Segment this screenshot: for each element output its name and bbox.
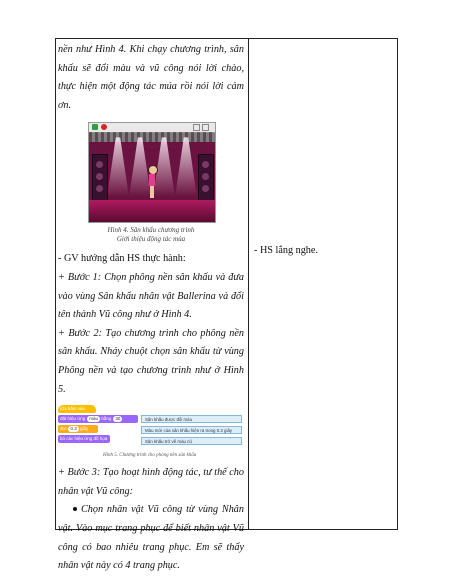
figure-4-caption: Hình 4. Sân khấu chương trình Giới thiệu động tác múa [107, 226, 195, 244]
spotlight-beam [175, 137, 197, 197]
student-activity-column [254, 242, 394, 261]
bullet-icon [73, 507, 77, 511]
ballerina-sprite [147, 165, 157, 199]
stage-truss [89, 132, 215, 142]
set-effect-block: đặt hiệu ứng màu bằng 30 [58, 415, 138, 423]
fullscreen-icon [202, 124, 209, 131]
clear-effects-block: bỏ các hiệu ứng đồ họa [58, 435, 110, 443]
intro-paragraph: nền như Hình 4. Khi chạy chương trình, sân khấu sẽ đổi màu và vũ công nói lời chào, thực hiện một động tác múa rồi nói lời cảm ơn. [58, 44, 244, 111]
figure-4 [88, 122, 214, 244]
figure-5-caption: Hình 5. Chương trình cho phông nền sân khấu [103, 453, 197, 459]
step-2-text: + Bước 2: Tạo chương trình cho phông nền sân khấu. Nháy chuột chọn sân khấu từ vùng Phông nền và tạo chương trình như ở Hình 5. [58, 327, 244, 395]
green-flag-icon [92, 124, 98, 130]
stage-floor [89, 200, 215, 222]
small-stage-icon [193, 124, 200, 131]
bullet-item: Chọn nhân vật Vũ công từ vùng Nhân vật. Vào mục trang phục để biết nhân vật Vũ công có bao nhiêu trang phục. Em sẽ thấy nhân vật này có 4 trang phục. [58, 504, 244, 572]
event-hat-block: Khi bấm vào [58, 405, 96, 413]
scratch-stage-image [88, 122, 216, 223]
stop-icon [101, 124, 107, 130]
step-1-text: + Bước 1: Chọn phông nền sân khấu và đưa vào vùng Sân khấu nhân vật Ballerina và đổi tên thành Vũ công như ở Hình 4. [58, 271, 244, 321]
column-divider [248, 38, 249, 530]
speaker-right [198, 154, 214, 202]
gv-guide-text: - GV hướng dẫn HS thực hành: [58, 253, 186, 265]
figure-5-scratch-script [58, 405, 244, 462]
hs-response-text: - HS lắng nghe. [254, 245, 318, 256]
spotlight-beam [107, 137, 129, 197]
wait-block: đợi 0.3 giây [58, 425, 98, 433]
comment-note: Sân khấu được đổi màu [141, 415, 242, 423]
speaker-left [92, 154, 108, 202]
teacher-activity-column [58, 41, 244, 576]
comment-note: Màu mới của sân khấu hiện ra trong 0.3 giây [141, 426, 242, 434]
comment-note: Sân khấu trở về màu cũ [141, 437, 242, 445]
step-3-text: + Bước 3: Tạo hoạt hình động tác, tư thế cho nhân vật Vũ công: [58, 467, 244, 497]
